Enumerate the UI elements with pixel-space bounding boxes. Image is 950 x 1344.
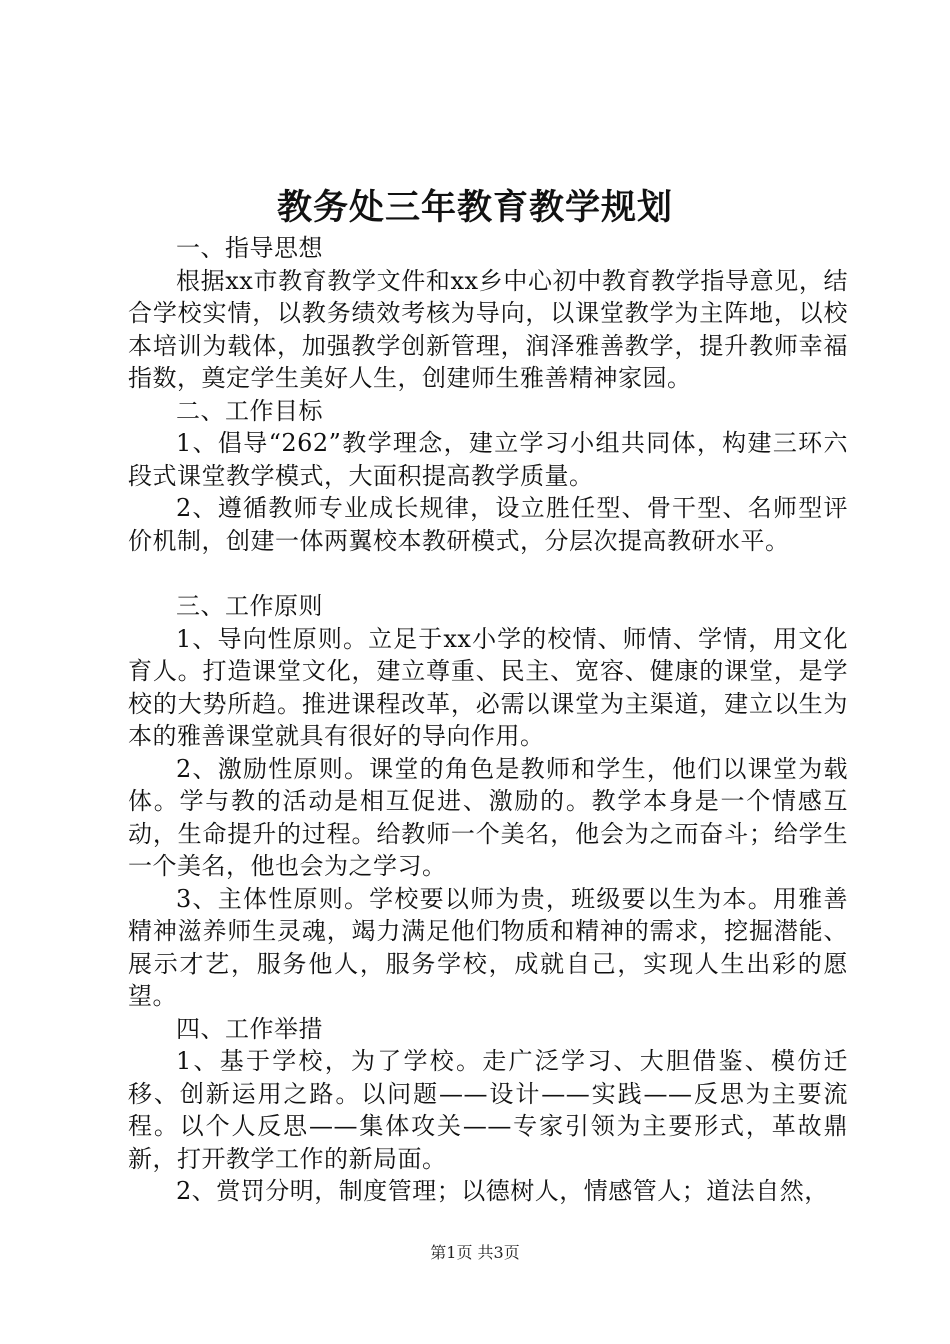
paragraph: 3、主体性原则。学校要以师为贵，班级要以生为本。用雅善精神滋养师生灵魂，竭力满足他们物质和精神的需求，挖掘潜能、展示才艺，服务他人，服务学校，成就自己，实现人生出彩的愿望。 — [128, 884, 848, 1010]
paragraph: 1、倡导“262”教学理念，建立学习小组共同体，构建三环六段式课堂教学模式，大面积提高教学质量。 — [128, 429, 848, 490]
paragraph: 2、激励性原则。课堂的角色是教师和学生，他们以课堂为载体。学与教的活动是相互促进、激励的。教学本身是一个情感互动，生命提升的过程。给教师一个美名，他会为之而奋斗；给学生一个美名，他也会为之学习。 — [128, 754, 848, 880]
paragraph-spacer — [128, 557, 848, 590]
page-footer: 第1页 共3页 — [430, 1243, 520, 1262]
section-heading: 一、指导思想 — [176, 234, 323, 262]
paragraph: 2、遵循教师专业成长规律，设立胜任型、骨干型、名师型评价机制，创建一体两翼校本教研模式，分层次提高教研水平。 — [128, 494, 848, 555]
paragraph: 1、基于学校，为了学校。走广泛学习、大胆借鉴、模仿迁移、创新运用之路。以问题——设计——实践——反思为主要流程。以个人反思——集体攻关——专家引领为主要形式，革故鼎新，打开教学工作的新局面。 — [128, 1047, 848, 1173]
paragraph: 2、赏罚分明，制度管理；以德树人，情感管人；道法自然， — [176, 1177, 829, 1205]
paragraph: 根据xx市教育教学文件和xx乡中心初中教育教学指导意见，结合学校实情，以教务绩效考核为导向，以课堂教学为主阵地，以校本培训为载体，加强教学创新管理，润泽雅善教学，提升教师幸福指数，奠定学生美好人生，创建师生雅善精神家园。 — [128, 266, 848, 392]
paragraph: 1、导向性原则。立足于xx小学的校情、师情、学情，用文化育人。打造课堂文化，建立尊重、民主、宽容、健康的课堂，是学校的大势所趋。推进课程改革，必需以课堂为主渠道，建立以生为本的雅善课堂就具有很好的导向作用。 — [128, 624, 848, 750]
section-heading: 四、工作举措 — [176, 1014, 323, 1043]
section-heading: 三、工作原则 — [176, 592, 323, 620]
section-heading: 二、工作目标 — [176, 396, 323, 425]
document-body — [128, 232, 848, 1208]
document-title: 教务处三年教育教学规划 — [276, 187, 673, 228]
